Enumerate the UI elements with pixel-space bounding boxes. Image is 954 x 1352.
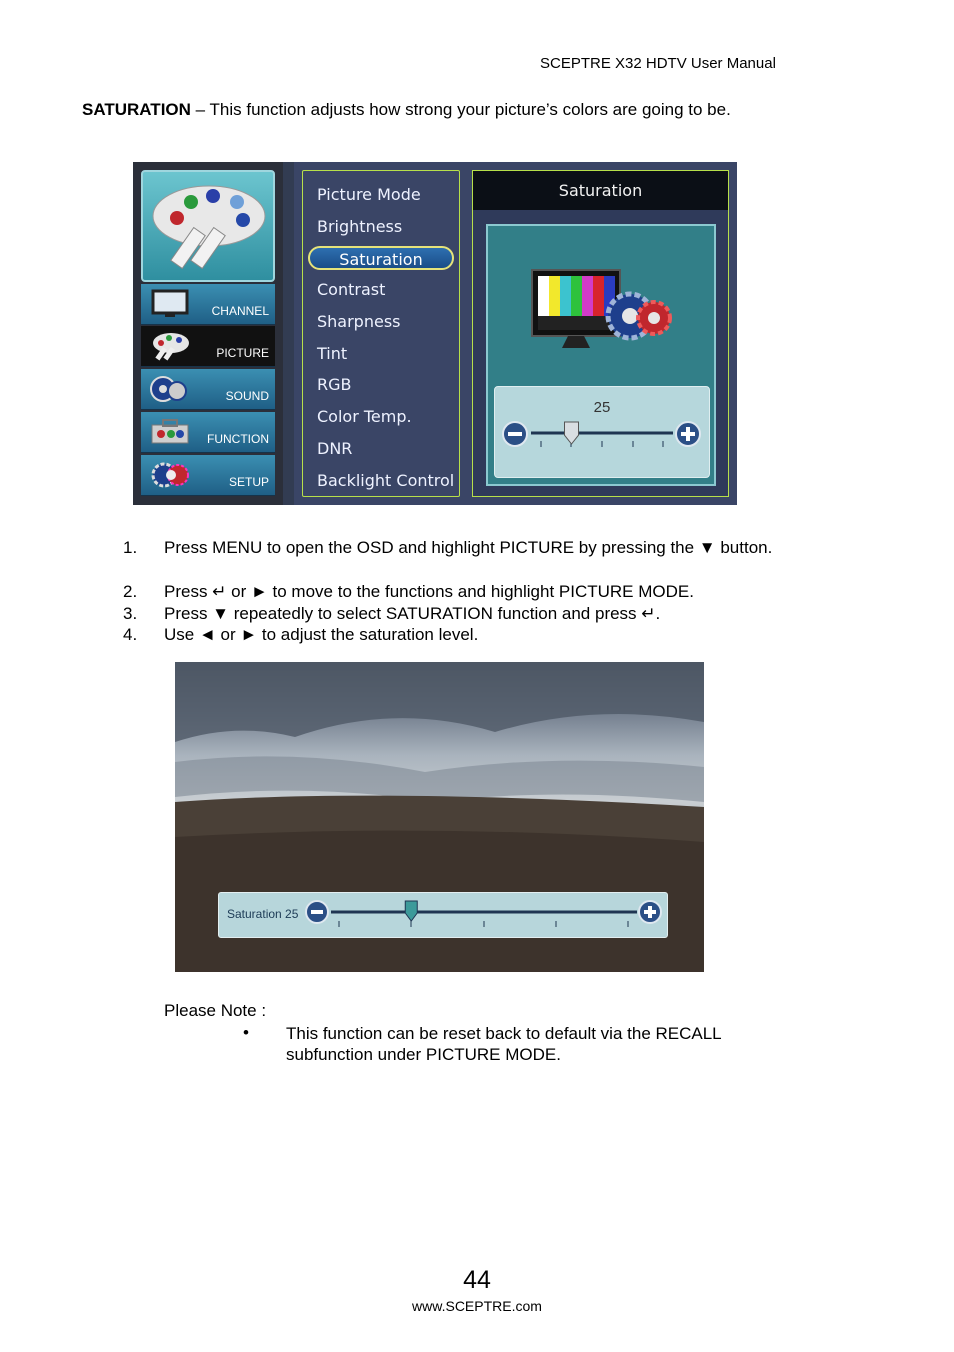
plus-icon[interactable] bbox=[676, 422, 700, 446]
website: www.SCEPTRE.com bbox=[412, 1298, 542, 1314]
speaker-icon bbox=[149, 374, 191, 404]
menu-item-brightness[interactable]: Brightness bbox=[317, 217, 403, 236]
picture-large-icon bbox=[141, 170, 275, 282]
menu-item-dnr[interactable]: DNR bbox=[317, 439, 353, 458]
menu-item-tint[interactable]: Tint bbox=[317, 344, 348, 363]
menu-item-saturation[interactable]: Saturation bbox=[308, 246, 454, 270]
tv-test-pattern-icon bbox=[528, 266, 678, 356]
toolbox-icon bbox=[149, 417, 191, 447]
slider-value: 25 bbox=[593, 399, 611, 416]
osd-detail-column bbox=[467, 162, 737, 505]
minus-icon[interactable] bbox=[503, 422, 527, 446]
step-number: 2. bbox=[123, 582, 138, 601]
manual-header: SCEPTRE X32 HDTV User Manual bbox=[540, 55, 776, 72]
category-sound[interactable] bbox=[141, 369, 275, 410]
panel-title: Saturation bbox=[473, 171, 728, 210]
step-text: Press ▼ repeatedly to select SATURATION function and press ↵. bbox=[164, 604, 661, 623]
panel-slider-box bbox=[494, 386, 710, 478]
menu-item-contrast[interactable]: Contrast bbox=[317, 280, 386, 299]
step-number: 4. bbox=[123, 625, 138, 644]
intro-paragraph bbox=[82, 100, 731, 120]
category-label: PICTURE bbox=[216, 346, 269, 360]
category-channel[interactable] bbox=[141, 284, 275, 325]
note-bullet-text: This function can be reset back to default via the RECALL subfunction under PICTURE MODE. bbox=[286, 1024, 722, 1064]
bullet-symbol: • bbox=[243, 1023, 249, 1042]
slider-thumb[interactable] bbox=[405, 901, 417, 921]
panel-body bbox=[486, 224, 716, 486]
osd-category-column bbox=[133, 162, 283, 505]
category-function[interactable] bbox=[141, 412, 275, 453]
intro-term: SATURATION bbox=[82, 100, 191, 119]
category-label: FUNCTION bbox=[207, 432, 269, 446]
category-setup[interactable] bbox=[141, 455, 275, 496]
category-picture[interactable] bbox=[141, 326, 275, 367]
landscape-photo bbox=[175, 662, 704, 972]
category-label: SETUP bbox=[228, 475, 269, 489]
menu-item-picture-mode[interactable]: Picture Mode bbox=[317, 185, 421, 204]
intro-text: – This function adjusts how strong your picture’s colors are going to be. bbox=[190, 100, 731, 119]
slider-thumb[interactable] bbox=[565, 422, 579, 444]
minus-icon[interactable] bbox=[306, 901, 328, 923]
menu-item-backlight-control[interactable]: Backlight Control bbox=[317, 471, 455, 490]
step-text: Use ◄ or ► to adjust the saturation level. bbox=[164, 625, 479, 644]
note-heading: Please Note : bbox=[164, 1001, 267, 1020]
menu-item-rgb[interactable]: RGB bbox=[317, 375, 352, 394]
gears-icon bbox=[149, 460, 191, 490]
category-label: SOUND bbox=[225, 389, 269, 403]
step-text: Press MENU to open the OSD and highlight PICTURE by pressing the ▼ button. bbox=[164, 538, 773, 557]
osd-menu-column bbox=[294, 162, 467, 505]
step-text: Press ↵ or ► to move to the functions and highlight PICTURE MODE. bbox=[164, 582, 694, 601]
tv-icon bbox=[149, 289, 191, 319]
osd-screenshot bbox=[133, 162, 737, 505]
menu-item-sharpness[interactable]: Sharpness bbox=[317, 312, 401, 331]
photo-saturation-bar bbox=[218, 892, 668, 938]
category-label: CHANNEL bbox=[211, 304, 269, 318]
step-number: 3. bbox=[123, 604, 138, 623]
step-number: 1. bbox=[123, 538, 138, 557]
photo-saturation-value: 25 bbox=[285, 907, 299, 921]
menu-item-color-temp[interactable]: Color Temp. bbox=[317, 407, 412, 426]
page-number: 44 bbox=[463, 1266, 491, 1294]
plus-icon[interactable] bbox=[639, 901, 661, 923]
saturation-panel bbox=[472, 170, 729, 497]
palette-icon bbox=[149, 331, 191, 361]
photo-saturation-label: Saturation bbox=[227, 907, 282, 921]
